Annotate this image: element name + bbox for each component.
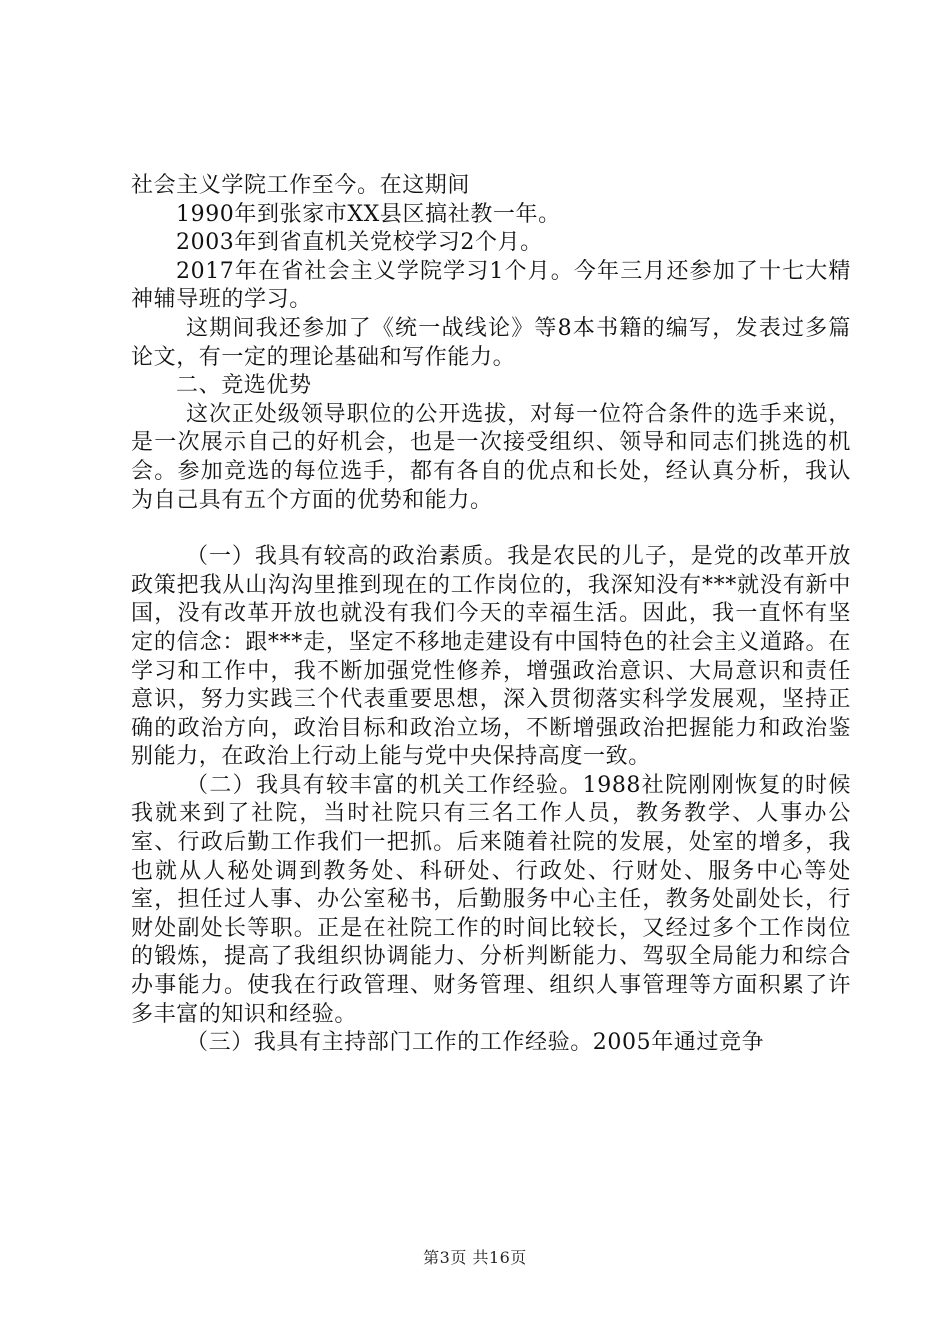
paragraph-department-experience: （三）我具有主持部门工作的工作经验。2005年通过竞争	[186, 1030, 765, 1056]
paragraph-1990: 1990年到张家市XX县区搞社教一年。	[176, 201, 561, 227]
paragraph-2003: 2003年到省直机关党校学习2个月。	[176, 230, 543, 256]
paragraph-gap	[131, 515, 851, 543]
paragraph-writing: 这期间我还参加了《统一战线论》等8本书籍的编写，发表过多篇论文，有一定的理论基础和写作能力。	[131, 315, 851, 370]
paragraph-continuation: 社会主义学院工作至今。在这期间	[131, 173, 471, 198]
paragraph-selection-intro: 这次正处级领导职位的公开选拔，对每一位符合条件的选手来说，是一次展示自己的好机会，也是一次接受组织、领导和同志们挑选的机会。参加竞选的每位选手，都有各自的优点和长处，经认真分析，我认为自己具有五个方面的优势和能力。	[131, 401, 851, 513]
document-body	[131, 172, 851, 1058]
section-heading-advantages: 二、竞选优势	[176, 373, 312, 399]
page-footer: 第3页 共16页	[423, 1248, 527, 1267]
paragraph-work-experience: （二）我具有较丰富的机关工作经验。1988社院刚刚恢复的时候我就来到了社院，当时社院只有三名工作人员，教务教学、人事办公室、行政后勤工作我们一把抓。后来随着社院的发展，处室的增多，我也就从人秘处调到教务处、科研处、行政处、行财处、服务中心等处室，担任过人事、办公室秘书，后勤服务中心主任，教务处副处长，行财处副处长等职。正是在社院工作的时间比较长，又经过多个工作岗位的锻炼，提高了我组织协调能力、分析判断能力、驾驭全局能力和综合办事能力。使我在行政管理、财务管理、组织人事管理等方面积累了许多丰富的知识和经验。	[131, 772, 851, 1027]
paragraph-2017: 2017年在省社会主义学院学习1个月。今年三月还参加了十七大精神辅导班的学习。	[131, 258, 851, 313]
paragraph-political-quality: （一）我具有较高的政治素质。我是农民的儿子，是党的改革开放政策把我从山沟沟里推到现在的工作岗位的，我深知没有***就没有新中国，没有改革开放也就没有我们今天的幸福生活。因此，我一直怀有坚定的信念：跟***走，坚定不移地走建设有中国特色的社会主义道路。在学习和工作中，我不断加强党性修养，增强政治意识、大局意识和责任意识，努力实践三个代表重要思想，深入贯彻落实科学发展观，坚持正确的政治方向，政治目标和政治立场，不断增强政治把握能力和政治鉴别能力，在政治上行动上能与党中央保持高度一致。	[131, 544, 851, 770]
